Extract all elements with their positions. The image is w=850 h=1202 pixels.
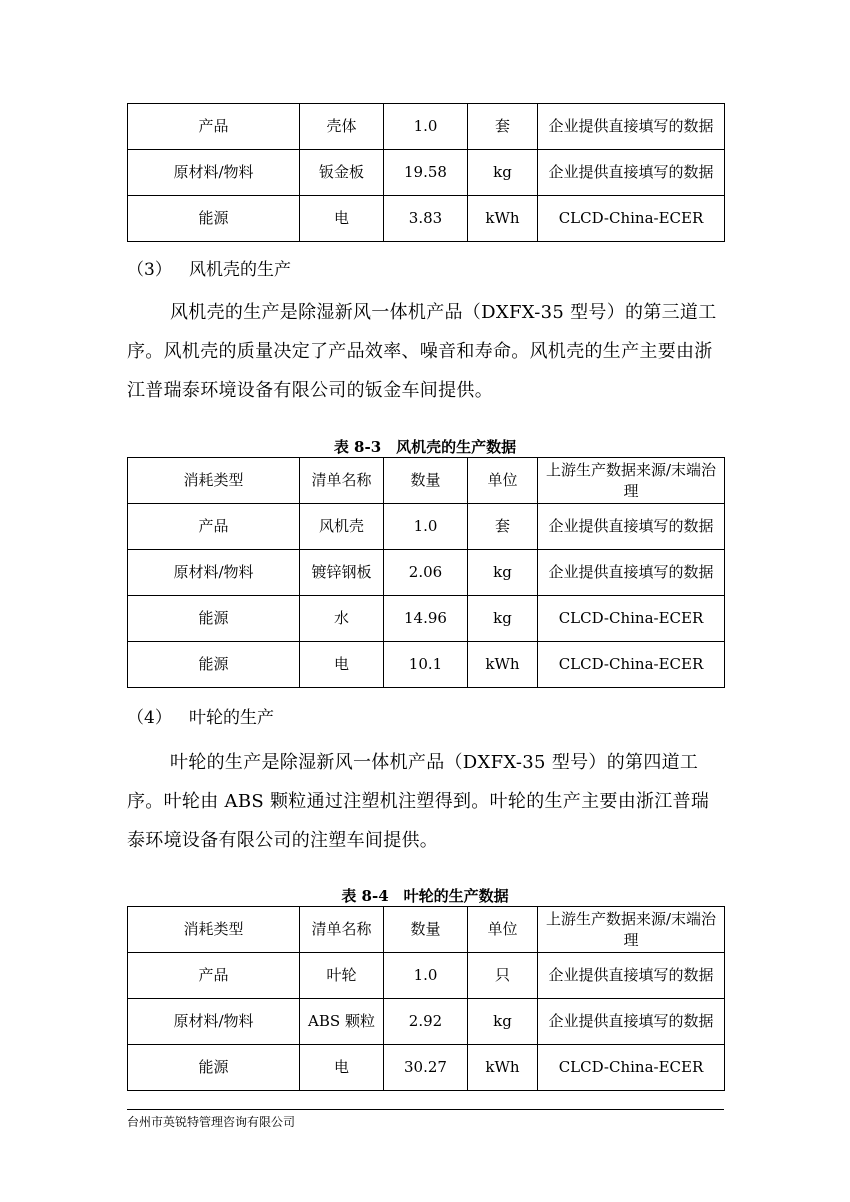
table-row xyxy=(128,1045,725,1091)
table-cell: CLCD-China-ECER xyxy=(538,596,725,642)
section-heading-3 xyxy=(127,258,291,282)
table-cell: 原材料/物料 xyxy=(128,150,300,196)
column-header: 清单名称 xyxy=(300,458,384,504)
table-cell: 企业提供直接填写的数据 xyxy=(538,550,725,596)
table-cell: 19.58 xyxy=(384,150,468,196)
table-cell: 2.06 xyxy=(384,550,468,596)
table-cell: CLCD-China-ECER xyxy=(538,642,725,688)
table-cell: kg xyxy=(468,999,538,1045)
table-row xyxy=(128,596,725,642)
table-cell: 电 xyxy=(300,642,384,688)
table-cell: 能源 xyxy=(128,642,300,688)
table-row xyxy=(128,150,725,196)
table-row xyxy=(128,196,725,242)
table-row xyxy=(128,999,725,1045)
table-cell: 壳体 xyxy=(300,104,384,150)
table-row xyxy=(128,550,725,596)
table-cell: 2.92 xyxy=(384,999,468,1045)
column-header: 上游生产数据来源/末端治理 xyxy=(538,907,725,953)
table-caption-8-4: 表 8-4 叶轮的生产数据 xyxy=(341,887,509,905)
table-top-continuation xyxy=(127,103,725,242)
table-cell: 能源 xyxy=(128,1045,300,1091)
table-cell: 1.0 xyxy=(384,953,468,999)
table-cell: 能源 xyxy=(128,196,300,242)
table-row xyxy=(128,104,725,150)
table-body xyxy=(128,953,725,1091)
table-row xyxy=(128,504,725,550)
table-cell: 1.0 xyxy=(384,504,468,550)
table-header xyxy=(128,907,725,953)
table-cell: 套 xyxy=(468,104,538,150)
table-cell: 套 xyxy=(468,504,538,550)
table-cell: 电 xyxy=(300,196,384,242)
table-caption-8-3: 表 8-3 风机壳的生产数据 xyxy=(333,438,517,456)
table-cell: kWh xyxy=(468,1045,538,1091)
table-cell: 产品 xyxy=(128,953,300,999)
table-cell: kWh xyxy=(468,196,538,242)
section-paragraph-3: 风机壳的生产是除湿新风一体机产品（DXFX-35 型号）的第三道工序。风机壳的质量决定了产品效率、噪音和寿命。风机壳的生产主要由浙江普瑞泰环境设备有限公司的钣金车间提供。 xyxy=(127,302,717,401)
table-cell: CLCD-China-ECER xyxy=(538,196,725,242)
table-8-3 xyxy=(127,457,725,688)
table-cell: kWh xyxy=(468,642,538,688)
column-header: 上游生产数据来源/末端治理 xyxy=(538,458,725,504)
table-cell: 能源 xyxy=(128,596,300,642)
footer-company: 台州市英锐特管理咨询有限公司 xyxy=(127,1115,296,1129)
table-cell: 1.0 xyxy=(384,104,468,150)
table-header-row xyxy=(128,458,725,504)
section-number: （4） xyxy=(127,708,172,728)
table-body xyxy=(128,504,725,688)
table-cell: kg xyxy=(468,596,538,642)
table-cell: kg xyxy=(468,550,538,596)
table-cell: 14.96 xyxy=(384,596,468,642)
table-cell: 钣金板 xyxy=(300,150,384,196)
table-cell: 只 xyxy=(468,953,538,999)
table-cell: 企业提供直接填写的数据 xyxy=(538,104,725,150)
table-8-4 xyxy=(127,906,725,1091)
table-cell: 30.27 xyxy=(384,1045,468,1091)
table-cell: 水 xyxy=(300,596,384,642)
table-row xyxy=(128,642,725,688)
table-cell: 产品 xyxy=(128,504,300,550)
table-cell: 企业提供直接填写的数据 xyxy=(538,150,725,196)
section-number: （3） xyxy=(127,260,172,280)
section-title: 叶轮的生产 xyxy=(189,708,274,728)
table-cell: 原材料/物料 xyxy=(128,999,300,1045)
column-header: 清单名称 xyxy=(300,907,384,953)
table-cell: 10.1 xyxy=(384,642,468,688)
column-header: 单位 xyxy=(468,458,538,504)
column-header: 消耗类型 xyxy=(128,907,300,953)
section-title: 风机壳的生产 xyxy=(189,260,291,280)
table-row xyxy=(128,953,725,999)
table-header xyxy=(128,458,725,504)
section-paragraph-4: 叶轮的生产是除湿新风一体机产品（DXFX-35 型号）的第四道工序。叶轮由 ABS 颗粒通过注塑机注塑得到。叶轮的生产主要由浙江普瑞泰环境设备有限公司的注塑车间提供。 xyxy=(127,752,710,851)
section-heading-4 xyxy=(127,706,274,730)
column-header: 数量 xyxy=(384,907,468,953)
table-cell: CLCD-China-ECER xyxy=(538,1045,725,1091)
table-cell: 原材料/物料 xyxy=(128,550,300,596)
table-cell: 电 xyxy=(300,1045,384,1091)
table-cell: 叶轮 xyxy=(300,953,384,999)
table-cell: ABS 颗粒 xyxy=(300,999,384,1045)
table-body xyxy=(128,104,725,242)
column-header: 单位 xyxy=(468,907,538,953)
table-cell: 企业提供直接填写的数据 xyxy=(538,504,725,550)
column-header: 数量 xyxy=(384,458,468,504)
table-cell: 产品 xyxy=(128,104,300,150)
table-cell: kg xyxy=(468,150,538,196)
footer-divider xyxy=(127,1109,724,1110)
table-cell: 3.83 xyxy=(384,196,468,242)
table-cell: 风机壳 xyxy=(300,504,384,550)
table-cell: 企业提供直接填写的数据 xyxy=(538,953,725,999)
table-header-row xyxy=(128,907,725,953)
table-cell: 企业提供直接填写的数据 xyxy=(538,999,725,1045)
column-header: 消耗类型 xyxy=(128,458,300,504)
table-cell: 镀锌钢板 xyxy=(300,550,384,596)
